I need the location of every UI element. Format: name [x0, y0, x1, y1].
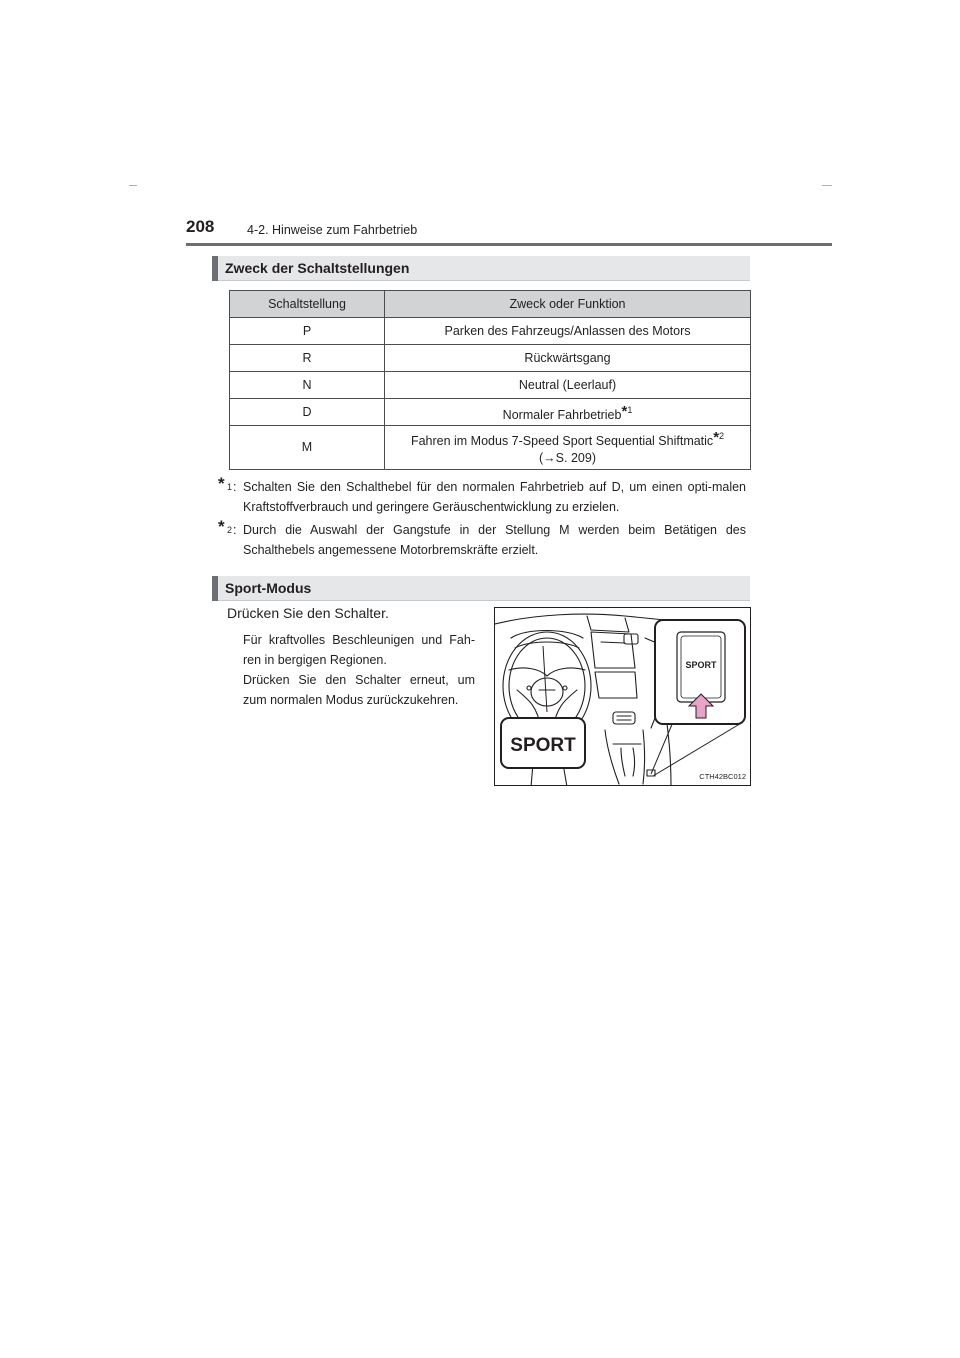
- header-rule: [186, 243, 832, 246]
- figure-code: CTH42BC012: [699, 772, 746, 781]
- footnote-text: Durch die Auswahl der Gangstufe in der Stellung M werden beim Betätigen des Schalthebels angemessene Motorbremskräfte erzielt.: [243, 523, 746, 557]
- cell-function: Parken des Fahrzeugs/Anlassen des Motors: [385, 318, 751, 345]
- footnote: * 1 : Schalten Sie den Schalthebel für den normalen Fahrbetrieb auf D, um einen opti-malen Kraftstoffverbrauch und geringere Geräuschentwicklung zu erzielen.: [218, 477, 746, 517]
- footnote-text: Schalten Sie den Schalthebel für den normalen Fahrbetrieb auf D, um einen opti-malen Kraftstoffverbrauch und geringere Geräuschentwicklung zu erzielen.: [243, 480, 746, 514]
- cell-function-text: Normaler Fahrbetrieb: [502, 407, 622, 422]
- sport-callout-label: SPORT: [510, 735, 576, 756]
- cell-position: D: [230, 399, 385, 426]
- column-header-position: Schaltstellung: [230, 291, 385, 318]
- crop-mark-left: [129, 185, 137, 186]
- heading-sport-mode: Sport-Modus: [225, 580, 312, 596]
- crop-mark-right: [822, 185, 832, 186]
- table-row: [230, 372, 751, 399]
- table-row: [230, 318, 751, 345]
- cell-function: [385, 426, 751, 470]
- instruction-description: Für kraftvolles Beschleunigen und Fah-ren in bergigen Regionen.: [243, 633, 475, 667]
- footnote-asterisk: *: [218, 474, 225, 493]
- footnote-number: 2: [719, 431, 725, 441]
- cell-position: M: [230, 426, 385, 470]
- column-header-function: Zweck oder Funktion: [385, 291, 751, 318]
- instruction-description: Drücken Sie den Schalter erneut, um zum normalen Modus zurückzukehren.: [243, 673, 475, 707]
- footnote-asterisk: *: [713, 429, 720, 446]
- footnote-number: 1: [627, 404, 633, 415]
- table-row: [230, 426, 751, 470]
- page-number: 208: [186, 217, 215, 236]
- shift-position-table: [229, 290, 751, 470]
- dashboard-drawing: [495, 608, 751, 786]
- table-header-row: [230, 291, 751, 318]
- cell-position: P: [230, 318, 385, 345]
- footnote-number: 2: [227, 525, 233, 535]
- cell-function: [385, 399, 751, 426]
- table-row: [230, 345, 751, 372]
- cell-position: N: [230, 372, 385, 399]
- cell-position: R: [230, 345, 385, 372]
- footnote-asterisk: *: [218, 517, 225, 536]
- sport-mode-illustration: [494, 607, 751, 786]
- cell-function: Rückwärtsgang: [385, 345, 751, 372]
- page-reference: (→S. 209): [539, 451, 596, 465]
- heading-shift-positions: Zweck der Schaltstellungen: [225, 260, 410, 276]
- sport-button-label: SPORT: [685, 660, 717, 670]
- instruction-step: Drücken Sie den Schalter.: [227, 605, 389, 621]
- footnote-asterisk: *: [621, 402, 628, 420]
- cell-function-text: Fahren im Modus 7-Speed Sport Sequential Shiftmatic: [410, 434, 714, 448]
- footnote: * 2 : Durch die Auswahl der Gangstufe in der Stellung M werden beim Betätigen des Schalthebels angemessene Motorbremskräfte erzielt.: [218, 520, 746, 560]
- heading-bar-sport-mode: [212, 576, 750, 601]
- cell-function: Neutral (Leerlauf): [385, 372, 751, 399]
- table-row: [230, 399, 751, 426]
- section-title: 4-2. Hinweise zum Fahrbetrieb: [247, 223, 418, 237]
- heading-bar-shift-positions: [212, 256, 750, 281]
- footnote-number: 1: [227, 482, 233, 492]
